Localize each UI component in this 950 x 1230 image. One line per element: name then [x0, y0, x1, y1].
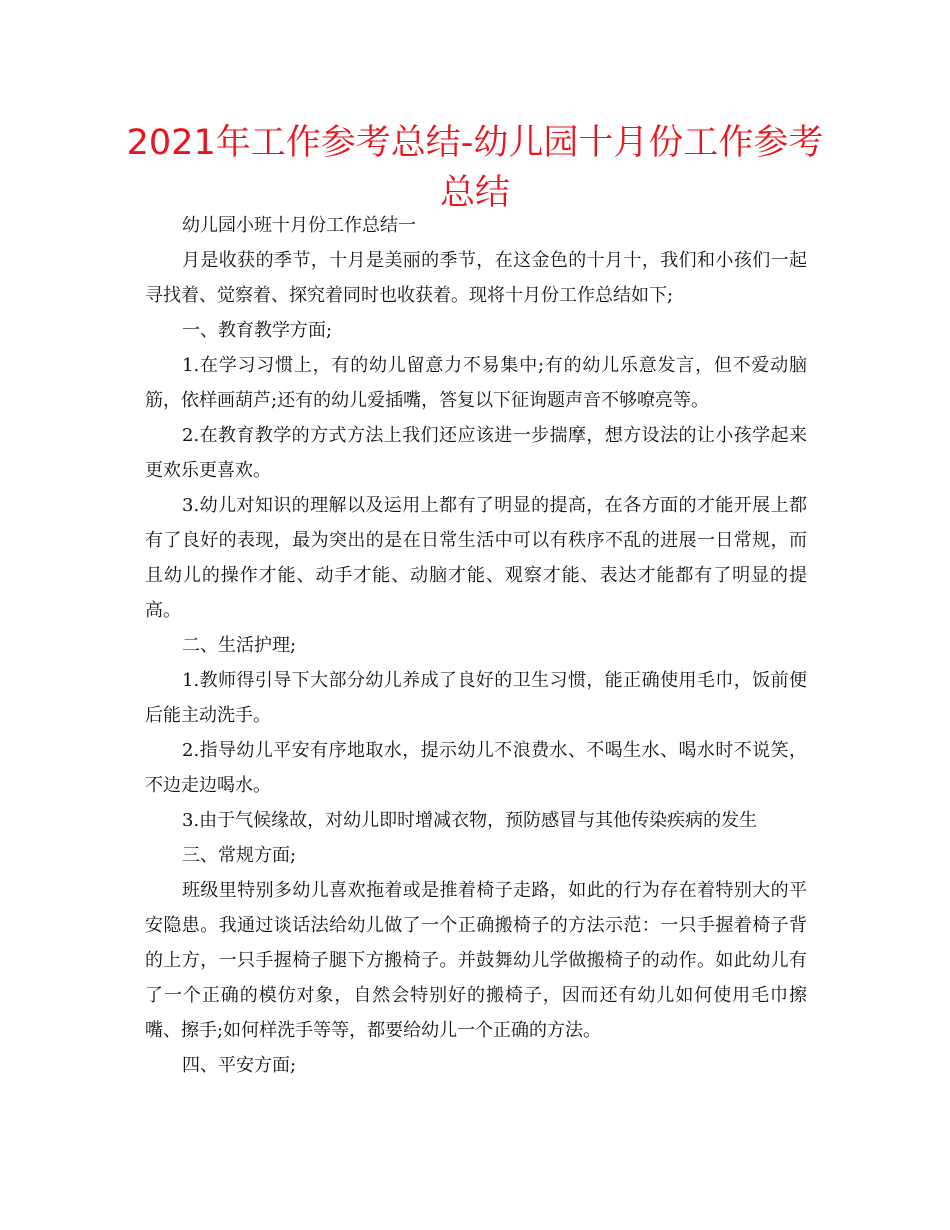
- document-title: 2021年工作参考总结-幼儿园十月份工作参考总结: [126, 123, 824, 213]
- paragraph: 2.指导幼儿平安有序地取水，提示幼儿不浪费水、不喝生水、喝水时不说笑，不边走边喝水。: [145, 740, 807, 796]
- section-heading: 二、生活护理;: [182, 635, 297, 656]
- paragraph-subtitle: 幼儿园小班十月份工作总结一: [182, 215, 416, 236]
- paragraph: 班级里特别多幼儿喜欢拖着或是推着椅子走路，如此的行为存在着特别大的平安隐患。我通过谈话法给幼儿做了一个正确搬椅子的方法示范：一只手握着椅子背的上方，一只手握椅子腿下方搬椅子。并鼓舞幼儿学做搬椅子的动作。如此幼儿有了一个正确的模仿对象，自然会特别好的搬椅子，因而还有幼儿如何使用毛巾擦嘴、擦手;如何样洗手等等，都要给幼儿一个正确的方法。: [145, 880, 807, 1041]
- paragraph: 3.幼儿对知识的理解以及运用上都有了明显的提高，在各方面的才能开展上都有了良好的表现，最为突出的是在日常生活中可以有秩序不乱的进展一日常规，而且幼儿的操作才能、动手才能、动脑才能、观察才能、表达才能都有了明显的提高。: [145, 495, 807, 621]
- section-heading: 四、平安方面;: [182, 1055, 297, 1076]
- section-heading: 三、常规方面;: [182, 845, 297, 866]
- paragraph: 2.在教育教学的方式方法上我们还应该进一步揣摩，想方设法的让小孩学起来更欢乐更喜欢。: [145, 425, 807, 481]
- document-body: [145, 208, 807, 1083]
- paragraph: 1.在学习习惯上，有的幼儿留意力不易集中;有的幼儿乐意发言，但不爱动脑筋，依样画葫芦;还有的幼儿爱插嘴，答复以下征询题声音不够嘹亮等。: [145, 355, 807, 411]
- paragraph: 月是收获的季节，十月是美丽的季节，在这金色的十月十，我们和小孩们一起寻找着、觉察着、探究着同时也收获着。现将十月份工作总结如下;: [145, 250, 807, 306]
- paragraph: 3.由于气候缘故，对幼儿即时增减衣物，预防感冒与其他传染疾病的发生: [182, 810, 758, 831]
- section-heading: 一、教育教学方面;: [182, 320, 333, 341]
- paragraph: 1.教师得引导下大部分幼儿养成了良好的卫生习惯，能正确使用毛巾，饭前便后能主动洗手。: [145, 670, 807, 726]
